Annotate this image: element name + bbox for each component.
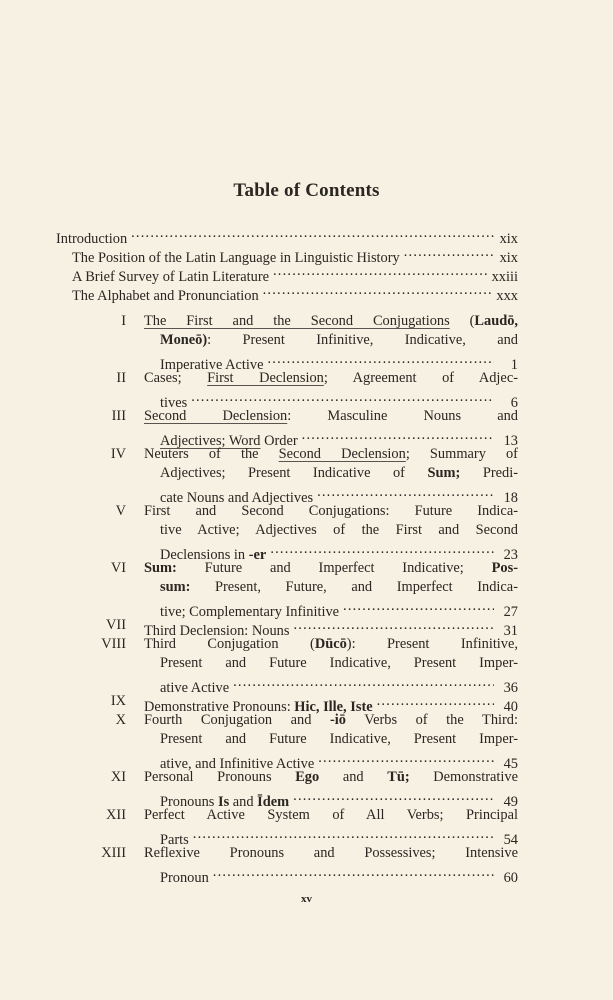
dot-leader: [193, 825, 494, 844]
chapter-entry: [56, 844, 518, 886]
chapter-title-line: [144, 426, 518, 449]
chapter-page: 18: [503, 490, 518, 506]
chapter-page: 54: [503, 832, 518, 848]
chapter-entry: [56, 692, 518, 715]
chapter-entry: [56, 407, 518, 449]
underlined-term: Second Declension: [278, 446, 406, 462]
chapter-title-text: Fourth Conjugation and -iō Verbs of the Third:: [144, 712, 518, 728]
chapter-title-line: [144, 369, 518, 388]
dot-leader: [191, 388, 494, 407]
dot-leader: [233, 673, 494, 692]
chapter-title-line: [144, 863, 518, 886]
chapter-title-line: [144, 844, 518, 863]
chapter-title-line: [144, 540, 518, 563]
chapter-title-text: Declensions in -er: [160, 547, 267, 563]
chapter-title-text: cate Nouns and Adjectives: [160, 490, 314, 506]
chapter-page: 36: [503, 680, 518, 696]
chapter-number: X: [115, 712, 126, 728]
chapter-number: IX: [110, 693, 126, 709]
bold-term: Laudō,: [474, 313, 518, 329]
chapter-page: 1: [510, 357, 518, 373]
chapter-entry: [56, 616, 518, 639]
chapter-title-line: [144, 673, 518, 696]
chapter-title-line: [144, 654, 518, 673]
chapter-title-text: Third Conjugation (Dūcō): Present Infinitive,: [144, 636, 518, 652]
chapter-title-line: [144, 445, 518, 464]
toc-entry-page: xix: [499, 231, 518, 247]
chapter-entry: [56, 445, 518, 506]
chapter-page: 13: [503, 433, 518, 449]
dot-leader: [293, 787, 494, 806]
toc-entry: [56, 224, 518, 247]
chapter-number: XII: [106, 807, 126, 823]
dot-leader: [302, 426, 494, 445]
dot-leader: [318, 749, 494, 768]
chapter-title-text: tives: [160, 395, 188, 411]
chapter-title-line: [144, 483, 518, 506]
chapter-title-text: Reflexive Pronouns and Possessives; Intensive: [144, 845, 518, 861]
chapter-number: VI: [110, 560, 126, 576]
chapter-entry: [56, 711, 518, 772]
bold-term: Sum:: [144, 560, 177, 576]
toc-entry-label: The Position of the Latin Language in Linguistic History: [72, 250, 400, 266]
chapter-entry: [56, 369, 519, 411]
chapter-title-line: [144, 312, 518, 331]
toc-entry-label: The Alphabet and Pronunciation: [72, 288, 259, 304]
bold-term: Īdem: [257, 794, 290, 810]
bold-term: Ego: [295, 769, 320, 785]
chapter-page: 23: [503, 547, 518, 563]
bold-term: Pos-: [491, 560, 518, 576]
chapter-title-text: Sum: Future and Imperfect Indicative; Pos-: [144, 560, 518, 576]
chapter-title-line: [144, 768, 518, 787]
chapter-title-line: [144, 407, 518, 426]
chapter-entry: [56, 559, 518, 620]
chapter-title-text: Neuters of the Second Declension; Summary of: [144, 446, 518, 462]
page-title: Table of Contents: [233, 180, 380, 201]
chapter-title-text: Third Declension: Nouns: [144, 623, 290, 639]
dot-leader: [213, 863, 494, 882]
dot-leader: [131, 224, 494, 243]
chapter-title-text: Personal Pronouns Ego and Tū; Demonstrative: [144, 769, 518, 785]
chapter-title-text: Moneō): Present Infinitive, Indicative, and: [160, 332, 518, 348]
chapter-title-line: [144, 464, 518, 483]
chapter-title-text: Second Declension: Masculine Nouns and: [144, 408, 518, 424]
toc-entry-label: A Brief Survey of Latin Literature: [72, 269, 270, 285]
chapter-number: III: [111, 408, 126, 424]
bold-term: -er: [248, 547, 267, 563]
bold-term: Is: [217, 794, 230, 810]
chapter-title-line: [144, 635, 518, 654]
chapter-number: II: [116, 370, 126, 386]
chapter-title-text: sum: Present, Future, and Imperfect Indica-: [160, 579, 518, 595]
dot-leader: [404, 243, 494, 262]
chapter-entry: [56, 635, 518, 696]
underlined-term: The First and the Second Conjugations: [144, 313, 450, 329]
page-number-footer: xv: [301, 893, 312, 905]
chapter-title-line: [144, 787, 518, 810]
chapter-page: 6: [510, 395, 518, 411]
underlined-term: First Declension: [207, 370, 324, 386]
chapter-title-line: [144, 825, 518, 848]
chapter-title-line: [144, 578, 518, 597]
table-of-contents: [56, 224, 519, 886]
chapter-title-line: [144, 806, 518, 825]
chapter-page: 31: [503, 623, 518, 639]
chapter-title-text: ative, and Infinitive Active: [160, 756, 315, 772]
chapter-number: IV: [110, 446, 126, 462]
chapters-section: [56, 312, 519, 886]
chapter-entry: [56, 312, 518, 373]
chapter-title-text: Present and Future Indicative, Present Imper-: [160, 731, 518, 747]
chapter-number: VII: [106, 617, 126, 633]
chapter-number: I: [121, 313, 126, 329]
chapter-page: 27: [503, 604, 518, 620]
intro-section: [56, 224, 518, 304]
underlined-term: Second Declension: [144, 408, 288, 424]
chapter-title-line: [144, 559, 518, 578]
chapter-page: 60: [503, 870, 518, 886]
chapter-title-text: First and Second Conjugations: Future Indica-: [144, 503, 518, 519]
bold-term: Moneō): [160, 332, 208, 348]
chapter-title-line: [144, 350, 518, 373]
chapter-title-line: [144, 597, 518, 620]
chapter-title-line: [144, 711, 518, 730]
chapter-title-text: Adjectives; Present Indicative of Sum; Predi-: [160, 465, 518, 481]
bold-term: Hic, Ille, Iste: [294, 699, 373, 715]
chapter-title-text: tive Active; Adjectives of the First and Second: [160, 522, 518, 538]
toc-entry-page: xxx: [496, 288, 518, 304]
chapter-title-text: The First and the Second Conjugations (Laudō,: [144, 313, 518, 329]
toc-entry-page: xix: [499, 250, 518, 266]
chapter-title-line: [144, 521, 518, 540]
dot-leader: [270, 540, 494, 559]
bold-term: sum:: [160, 579, 191, 595]
chapter-page: 45: [503, 756, 518, 772]
chapter-title-line: [144, 388, 518, 411]
chapter-number: VIII: [101, 636, 126, 652]
chapter-number: V: [115, 503, 126, 519]
chapter-title-line: [144, 331, 518, 350]
chapter-number: XIII: [101, 845, 126, 861]
bold-term: -iō: [329, 712, 346, 728]
dot-leader: [317, 483, 494, 502]
chapter-title-text: Pronouns Is and Īdem: [160, 794, 290, 810]
chapter-title-text: Parts: [160, 832, 189, 848]
chapter-title-line: [144, 749, 518, 772]
chapter-title-line: [144, 502, 518, 521]
chapter-title-text: ative Active: [160, 680, 230, 696]
chapter-title-text: Imperative Active: [160, 357, 264, 373]
bold-term: Dūcō: [314, 636, 347, 652]
dot-leader: [263, 281, 493, 300]
dot-leader: [268, 350, 495, 369]
chapter-title-text: Present and Future Indicative, Present Imper-: [160, 655, 518, 671]
chapter-page: 49: [503, 794, 518, 810]
chapter-title-line: [144, 730, 518, 749]
bold-term: Sum;: [427, 465, 461, 481]
chapter-title-text: Adjectives; Word Order: [160, 433, 298, 449]
chapter-entry: [56, 768, 518, 810]
dot-leader: [293, 616, 494, 635]
dot-leader: [273, 262, 488, 281]
chapter-title-text: Pronoun: [160, 870, 209, 886]
chapter-title-text: Cases; First Declension; Agreement of Adjec-: [144, 370, 519, 386]
chapter-entry: [56, 806, 518, 848]
dot-leader: [343, 597, 494, 616]
chapter-entry: [56, 502, 518, 563]
toc-entry-label: Introduction: [56, 231, 128, 247]
toc-entry-page: xxiii: [491, 269, 518, 285]
chapter-title-text: Perfect Active System of All Verbs; Principal: [144, 807, 518, 823]
chapter-page: 40: [503, 699, 518, 715]
dot-leader: [377, 692, 494, 711]
underlined-term: Adjectives; Word: [160, 433, 261, 449]
chapter-title-line: [144, 692, 518, 715]
chapter-title-text: Demonstrative Pronouns: Hic, Ille, Iste: [144, 699, 373, 715]
chapter-title-line: [144, 616, 518, 639]
chapter-number: XI: [110, 769, 126, 785]
chapter-title-text: tive; Complementary Infinitive: [160, 604, 340, 620]
bold-term: Tū;: [387, 769, 410, 785]
